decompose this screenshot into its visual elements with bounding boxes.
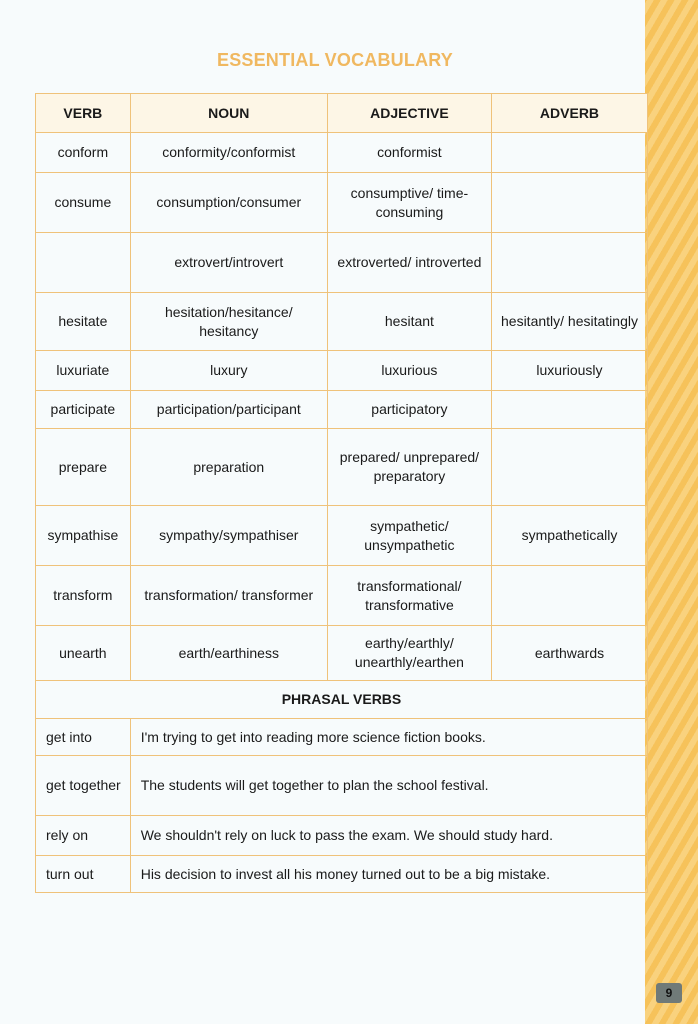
table-row (36, 429, 648, 506)
cell-noun: extrovert/introvert (130, 233, 327, 293)
table-row (36, 173, 648, 233)
phrasal-row (36, 756, 648, 816)
cell-adverb: earthwards (491, 626, 647, 681)
phrasal-verb: turn out (36, 856, 131, 893)
cell-noun: hesitation/hesitance/ hesitancy (130, 293, 327, 351)
phrasal-header-row (36, 681, 648, 719)
header-adjective: ADJECTIVE (327, 94, 491, 133)
cell-adverb (491, 233, 647, 293)
cell-adverb (491, 566, 647, 626)
cell-noun: consumption/consumer (130, 173, 327, 233)
phrasal-example: His decision to invest all his money turned out to be a big mistake. (130, 856, 647, 893)
table-row (36, 233, 648, 293)
cell-adjective: conformist (327, 133, 491, 173)
cell-adjective: transformational/ transformative (327, 566, 491, 626)
cell-verb: sympathise (36, 506, 131, 566)
table-row (36, 293, 648, 351)
cell-adverb (491, 429, 647, 506)
table-header-row (36, 94, 648, 133)
cell-verb: transform (36, 566, 131, 626)
phrasal-verb: rely on (36, 816, 131, 856)
cell-adverb (491, 391, 647, 429)
table-row (36, 133, 648, 173)
phrasal-row (36, 816, 648, 856)
cell-adverb: luxuriously (491, 351, 647, 391)
table-row (36, 626, 648, 681)
header-adverb: ADVERB (491, 94, 647, 133)
cell-adjective: earthy/earthly/ unearthly/earthen (327, 626, 491, 681)
cell-verb: consume (36, 173, 131, 233)
cell-noun: luxury (130, 351, 327, 391)
cell-verb: participate (36, 391, 131, 429)
cell-verb: prepare (36, 429, 131, 506)
cell-adjective: extroverted/ introverted (327, 233, 491, 293)
cell-noun: sympathy/sympathiser (130, 506, 327, 566)
cell-verb (36, 233, 131, 293)
header-verb: VERB (36, 94, 131, 133)
phrasal-row (36, 719, 648, 756)
table-row (36, 351, 648, 391)
cell-adverb (491, 133, 647, 173)
section-title: ESSENTIAL VOCABULARY (216, 50, 454, 70)
cell-noun: preparation (130, 429, 327, 506)
cell-adjective: luxurious (327, 351, 491, 391)
cell-verb: luxuriate (36, 351, 131, 391)
cell-adjective: prepared/ unprepared/ preparatory (327, 429, 491, 506)
phrasal-verb: get together (36, 756, 131, 816)
phrasal-row (36, 856, 648, 893)
table-row (36, 391, 648, 429)
page-edge-decoration (640, 0, 698, 1024)
phrasal-verbs-title: PHRASAL VERBS (36, 681, 648, 719)
cell-adjective: consumptive/ time-consuming (327, 173, 491, 233)
cell-adverb (491, 173, 647, 233)
cell-adjective: sympathetic/ unsympathetic (327, 506, 491, 566)
cell-verb: unearth (36, 626, 131, 681)
cell-noun: transformation/ transformer (130, 566, 327, 626)
phrasal-example: I'm trying to get into reading more science fiction books. (130, 719, 647, 756)
phrasal-example: The students will get together to plan the school festival. (130, 756, 647, 816)
cell-noun: participation/participant (130, 391, 327, 429)
cell-adjective: hesitant (327, 293, 491, 351)
cell-adjective: participatory (327, 391, 491, 429)
phrasal-verb: get into (36, 719, 131, 756)
cell-adverb: hesitantly/ hesitatingly (491, 293, 647, 351)
cell-verb: hesitate (36, 293, 131, 351)
table-row (36, 566, 648, 626)
cell-noun: earth/earthiness (130, 626, 327, 681)
vocabulary-table (35, 93, 648, 893)
cell-noun: conformity/conformist (130, 133, 327, 173)
table-row (36, 506, 648, 566)
page-number: 9 (656, 983, 682, 1003)
cell-adverb: sympathetically (491, 506, 647, 566)
cell-verb: conform (36, 133, 131, 173)
header-noun: NOUN (130, 94, 327, 133)
phrasal-example: We shouldn't rely on luck to pass the exam. We should study hard. (130, 816, 647, 856)
